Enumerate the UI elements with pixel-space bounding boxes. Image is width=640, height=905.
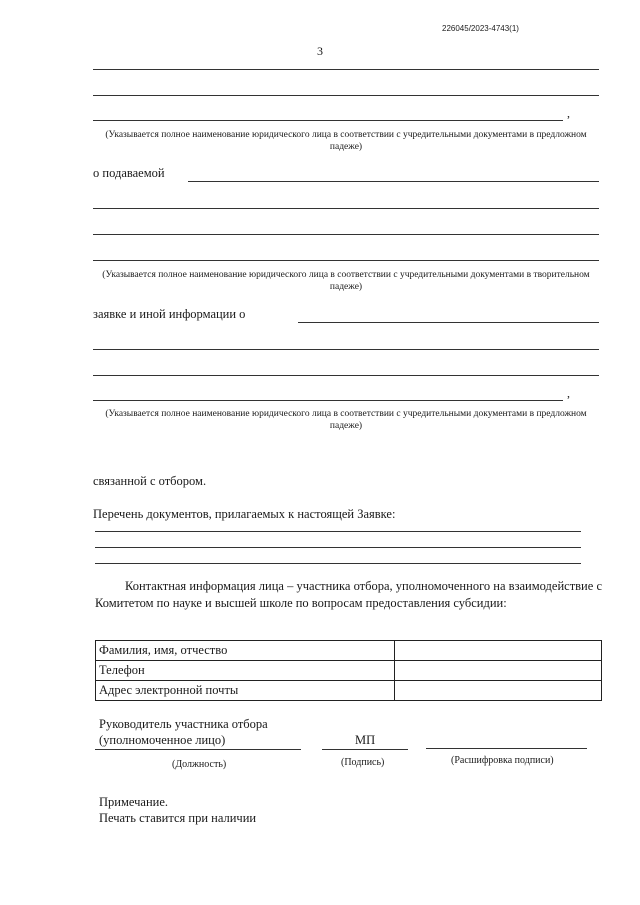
position-line[interactable]	[95, 749, 301, 750]
field-caption: (Указывается полное наименование юридического лица в соответствии с учредительными документами в творительном падеже)	[102, 270, 590, 292]
table-row	[96, 681, 602, 701]
related-text: связанной с отбором.	[93, 474, 207, 488]
fill-line[interactable]	[93, 120, 563, 121]
head-title: Руководитель участника отбора	[99, 717, 268, 731]
contact-intro-rest: информация лица – участника отбора, уполномоченного на взаимодействие с Комитетом по науке и высшей школе по вопросам предоставления субсидии:	[95, 579, 602, 610]
contact-intro	[95, 578, 602, 612]
full-name-value[interactable]	[395, 641, 602, 661]
comma: ,	[567, 106, 570, 120]
note-text: Печать ставится при наличии	[99, 811, 257, 825]
fill-line[interactable]	[93, 234, 599, 235]
table-row	[96, 661, 602, 681]
document-list-line[interactable]	[95, 547, 581, 548]
row-label: Адрес электронной почты	[96, 681, 395, 701]
signature-caption: (Подпись)	[341, 757, 385, 768]
phone-value[interactable]	[395, 661, 602, 681]
document-list-line[interactable]	[95, 531, 581, 532]
field-caption: (Указывается полное наименование юридического лица в соответствии с учредительными документами в предложном падеже)	[105, 130, 587, 152]
fill-line[interactable]	[93, 349, 599, 350]
fill-line[interactable]	[93, 260, 599, 261]
position-caption: (Должность)	[172, 759, 227, 770]
row-label: Телефон	[96, 661, 395, 681]
document-list-line[interactable]	[95, 563, 581, 564]
fill-line[interactable]	[93, 208, 599, 209]
contact-intro-first: Контактная	[125, 579, 187, 593]
field-caption: (Указывается полное наименование юридического лица в соответствии с учредительными документами в предложном падеже)	[105, 409, 587, 431]
decoding-caption: (Расшифровка подписи)	[451, 755, 554, 766]
stamp-mark: МП	[355, 733, 376, 747]
note-title: Примечание.	[99, 795, 169, 809]
signature-line[interactable]	[322, 749, 408, 750]
fill-line[interactable]	[93, 95, 599, 96]
decoding-line[interactable]	[426, 748, 587, 749]
fill-line[interactable]	[93, 375, 599, 376]
document-number: 226045/2023-4743(1)	[442, 24, 519, 33]
page-number: 3	[317, 44, 323, 58]
documents-list-title: Перечень документов, прилагаемых к настоящей Заявке:	[93, 507, 396, 521]
field-label: заявке и иной информации о	[93, 307, 246, 321]
email-value[interactable]	[395, 681, 602, 701]
row-label: Фамилия, имя, отчество	[96, 641, 395, 661]
field-label: о подаваемой	[93, 166, 165, 180]
contact-table	[95, 640, 602, 701]
table-row	[96, 641, 602, 661]
fill-line[interactable]	[93, 69, 599, 70]
fill-line[interactable]	[93, 400, 563, 401]
head-subtitle: (уполномоченное лицо)	[99, 733, 226, 747]
comma: ,	[567, 386, 570, 400]
fill-line[interactable]	[298, 322, 599, 323]
fill-line[interactable]	[188, 181, 599, 182]
